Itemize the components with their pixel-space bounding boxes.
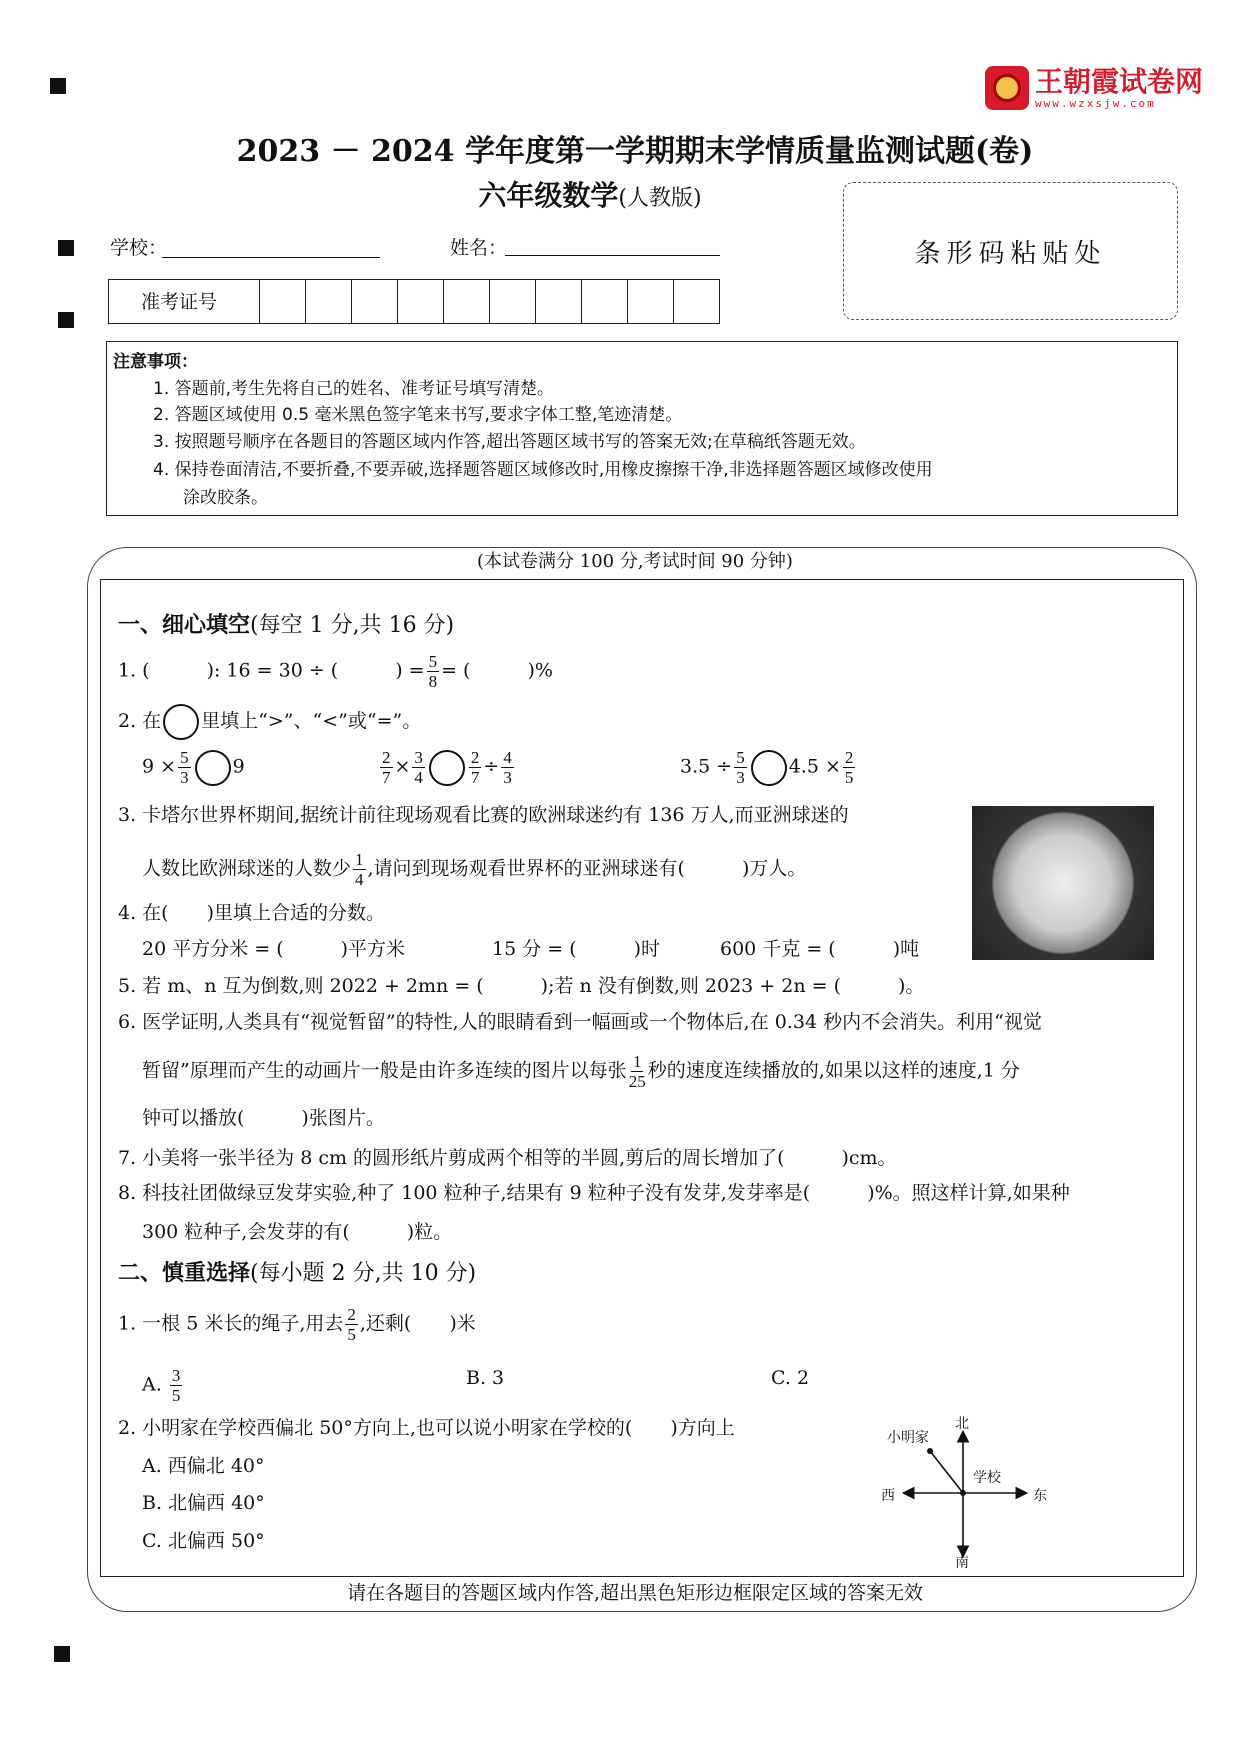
question-1-6: 6. 医学证明,人类具有“视觉暂留”的特性,人的眼睛看到一幅画或一个物体后,在 0.34 秒内不会消失。利用“视觉 [118,1011,1042,1033]
logo-url: www.wzxsjw.com [1035,96,1156,110]
notice-item: 4. 保持卷面清洁,不要折叠,不要弄破,选择题答题区域修改时,用橡皮擦擦干净,非选择题答题区域修改使用 [153,460,933,480]
option-b[interactable]: B. 北偏西 40° [142,1492,265,1514]
notice-box [106,341,1178,516]
barcode-label: 条形码粘贴处 [914,238,1107,269]
registration-mark [58,312,74,328]
registration-mark [58,240,74,256]
compare-2: $\frac{2}{7}$ × $\frac{3}{4}$ $\frac{2}{7}$ ÷ $\frac{4}{3}$ [382,748,512,787]
notice-item: 涂改胶条。 [183,488,268,508]
school-label: 学校 [973,1470,1001,1486]
registration-mark [54,1646,70,1662]
question-1-8-cont: 300 粒种子,会发芽的有( )粒。 [142,1221,453,1243]
option-c[interactable]: C. 北偏西 50° [142,1530,265,1552]
question-1-6-end: 钟可以播放( )张图片。 [142,1107,385,1129]
notice-item: 1. 答题前,考生先将自己的姓名、准考证号填写清楚。 [153,379,555,399]
question-1-4: 4. 在( )里填上合适的分数。 [118,902,385,924]
notice-title: 注意事项： [113,352,198,372]
question-1-5: 5. 若 m、n 互为倒数,则 2022 + 2mn = ( );若 n 没有倒数,则 2023 + 2n = ( )。 [118,975,925,997]
east-label: 东 [1033,1488,1047,1504]
school-field[interactable] [162,257,380,258]
question-1-2: 2. 在 里填上“>”、“<”或“=”。 [118,704,421,740]
exam-id-label: 准考证号 [141,291,218,313]
compare-1: 9 × $\frac{5}{3}$ 9 [142,748,245,787]
south-label: 南 [955,1555,969,1571]
question-2-1: 1. 一根 5 米长的绳子,用去 $\frac{2}{5}$ ,还剩( )米 [118,1305,476,1344]
conversion-3: 600 千克 = ( )吨 [720,938,920,960]
option-c[interactable]: C. 2 [771,1367,810,1389]
logo [985,66,1203,110]
question-1-8: 8. 科技社团做绿豆发芽实验,种了 100 粒种子,结果有 9 粒种子没有发芽,发芽率是( )%。照这样计算,如果种 [118,1182,1070,1204]
north-label: 北 [955,1416,969,1432]
compare-circle-input[interactable] [429,750,465,786]
football-image [972,806,1154,960]
question-1-1: 1. ( ): 16 = 30 ÷ ( ) = $\frac{5}{8}$ = ( )% [118,652,553,691]
exam-info: (本试卷满分 100 分,考试时间 90 分钟) [477,551,793,572]
footer-note: 请在各题目的答题区域内作答,超出黑色矩形边框限定区域的答案无效 [346,1582,924,1604]
option-a[interactable]: A. 西偏北 40° [142,1455,265,1477]
name-label: 姓名： [450,237,508,259]
west-label: 西 [881,1488,895,1504]
edition: (人教版) [618,186,702,211]
subject: 六年级数学 [478,179,619,212]
notice-item: 2. 答题区域使用 0.5 毫米黑色签字笔来书写,要求字体工整,笔迹清楚。 [153,405,683,425]
home-label: 小明家 [887,1430,929,1446]
section2-heading: 二、慎重选择(每小题 2 分,共 10 分) [118,1260,477,1286]
circle-icon [163,704,199,740]
logo-name: 王朝霞试卷网 [1035,64,1204,98]
conversion-1: 20 平方分米 = ( )平方米 [142,938,406,960]
exam-id-box[interactable] [108,279,720,324]
question-1-6-cont: 暂留”原理而产生的动画片一般是由许多连续的图片以每张 $\frac{1}{25}$ 秒的速度连续播放的,如果以这样的速度,1 分 [142,1052,1020,1091]
notice-item: 3. 按照题号顺序在各题目的答题区域内作答,超出答题区域书写的答案无效;在草稿纸答题无效。 [153,432,866,452]
question-2-2: 2. 小明家在学校西偏北 50°方向上,也可以说小明家在学校的( )方向上 [118,1417,735,1439]
page-title: 2023 － 2024 学年度第一学期期末学情质量监测试题(卷) [236,134,1034,169]
school-label: 学校： [110,237,168,259]
option-b[interactable]: B. 3 [466,1367,505,1389]
barcode-area [843,182,1178,320]
section1-heading: 一、细心填空(每空 1 分,共 16 分) [118,612,455,638]
compare-circle-input[interactable] [751,750,787,786]
option-a[interactable]: A. $\frac{3}{5}$ [142,1366,181,1405]
logo-emblem-icon [985,66,1029,110]
registration-mark [50,78,66,94]
question-1-3-cont: 人数比欧洲球迷的人数少 $\frac{1}{4}$ ,请问到现场观看世界杯的亚洲球迷有( )万人。 [142,850,807,889]
conversion-2: 15 分 = ( )时 [492,938,661,960]
name-field[interactable] [505,255,720,256]
compass-diagram [875,1415,1055,1570]
compare-3: 3.5 ÷ $\frac{5}{3}$ 4.5 × $\frac{2}{5}$ [680,748,854,787]
question-1-3: 3. 卡塔尔世界杯期间,据统计前往现场观看比赛的欧洲球迷约有 136 万人,而亚洲球迷的 [118,804,849,826]
question-1-7: 7. 小美将一张半径为 8 cm 的圆形纸片剪成两个相等的半圆,剪后的周长增加了( )cm。 [118,1147,897,1169]
compare-circle-input[interactable] [195,750,231,786]
